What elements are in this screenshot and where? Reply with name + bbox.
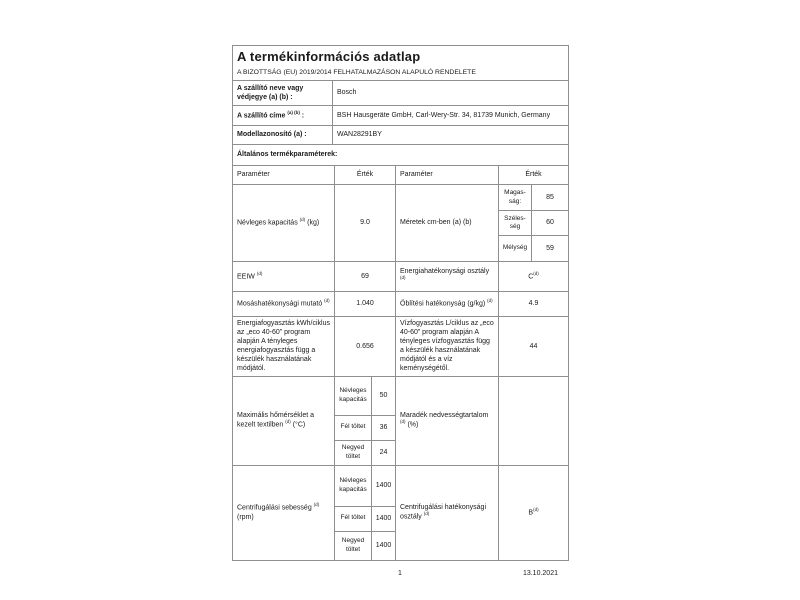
- col-header-param-right: Paraméter: [396, 166, 499, 185]
- title-row: [233, 46, 569, 81]
- supplier-name-label: A szállító neve vagy védjegye (a) (b) :: [233, 81, 333, 106]
- energy-consumption-label: Energiafogyasztás kWh/ciklus az „eco 40-60” program alapján A tényleges energiafogyasztás függ a készülék használatának módjától.: [233, 317, 335, 377]
- model-label: Modellazonosító (a) :: [233, 126, 333, 145]
- eei-footnote: (d): [256, 270, 263, 276]
- max-temperature-label: [233, 376, 335, 465]
- product-datasheet-page: [232, 45, 568, 561]
- model-row: [233, 126, 569, 145]
- eei-value: 69: [335, 262, 396, 292]
- rinsing-value: 4.9: [499, 292, 569, 317]
- spin-class-label: [396, 465, 499, 560]
- capacity-footnote: (d): [299, 217, 306, 223]
- supplier-info-table: [232, 45, 569, 166]
- energy-class-value-text: C: [528, 273, 534, 281]
- spin-speed-unit: (rpm): [237, 513, 254, 521]
- spin-quarter-value: 1400: [372, 531, 396, 560]
- dimension-height-value: 85: [532, 185, 569, 211]
- capacity-label-text: Névleges kapacitás: [237, 219, 298, 227]
- row-washing-rinsing: [233, 292, 569, 317]
- max-temp-rated-label: Névleges kapacitás: [335, 376, 372, 415]
- spin-half-label: Fél töltet: [335, 506, 372, 531]
- spin-rated-value: 1400: [372, 465, 396, 506]
- footer-page-number: 1: [398, 570, 402, 577]
- supplier-address-label-text: A szállító címe: [237, 112, 286, 120]
- spin-class-value: [499, 465, 569, 560]
- moisture-unit: (%): [407, 421, 419, 429]
- spin-speed-label-text: Centrifugálási sebesség: [237, 504, 312, 512]
- water-consumption-value: 44: [499, 317, 569, 377]
- row-spin-speed: [233, 465, 569, 506]
- spin-class-label-text: Centrifugálási hatékonysági osztály: [400, 504, 486, 521]
- regulation-subtitle: A BIZOTTSÁG (EU) 2019/2014 FELHATALMAZÁSON ALAPULÓ RENDELETE: [237, 68, 476, 76]
- moisture-label-text: Maradék nedvességtartalom: [400, 412, 489, 420]
- water-consumption-label: Vízfogyasztás L/ciklus az „eco 40-60” program alapján A tényleges vízfogyasztás függ a készülék használatának módjától és a víz keménységétől.: [396, 317, 499, 377]
- energy-consumption-value: 0.656: [335, 317, 396, 377]
- section-header: Általános termékparaméterek:: [233, 145, 569, 166]
- supplier-address-row: [233, 106, 569, 126]
- model-value: WAN28291BY: [333, 126, 569, 145]
- max-temp-quarter-value: 24: [372, 440, 396, 465]
- eei-label: [233, 262, 335, 292]
- max-temperature-footnote: (d): [285, 419, 291, 425]
- energy-class-footnote: (d): [400, 275, 406, 281]
- rinsing-label: [396, 292, 499, 317]
- capacity-label: [233, 185, 335, 262]
- max-temperature-label-text: Maximális hőmérséklet a kezelt textilben: [237, 412, 315, 429]
- dimension-width-label: Szélesség: [499, 211, 532, 236]
- supplier-address-footnote: (a) (b): [287, 109, 300, 115]
- dimension-height-label: Magasság:: [499, 185, 532, 211]
- col-header-value-left: Érték: [335, 166, 396, 185]
- parameters-table: [232, 165, 569, 561]
- section-header-row: [233, 145, 569, 166]
- moisture-footnote: (d): [400, 419, 406, 425]
- supplier-address-label: [233, 106, 333, 126]
- energy-class-value: [499, 262, 569, 292]
- max-temp-rated-value: 50: [372, 376, 396, 415]
- moisture-value: [499, 376, 569, 465]
- supplier-name-row: [233, 81, 569, 106]
- spin-half-value: 1400: [372, 506, 396, 531]
- supplier-address-colon: :: [301, 112, 305, 120]
- row-eei-energy-class: [233, 262, 569, 292]
- spin-class-value-text: B: [528, 509, 534, 517]
- washing-index-value: 1.040: [335, 292, 396, 317]
- spin-class-footnote: (d): [423, 511, 430, 517]
- footer-date: 13.10.2021: [522, 570, 558, 577]
- max-temp-quarter-label: Negyed töltet: [335, 440, 372, 465]
- col-header-value-right: Érték: [499, 166, 569, 185]
- max-temperature-unit: (°C): [292, 421, 306, 429]
- dimension-depth-value: 59: [532, 236, 569, 262]
- supplier-address-value: BSH Hausgeräte GmbH, Carl-Wery-Str. 34, 81739 Munich, Germany: [333, 106, 569, 126]
- col-header-param-left: Paraméter: [233, 166, 335, 185]
- spin-speed-label: [233, 465, 335, 560]
- page-title: A termékinformációs adatlap: [237, 48, 421, 64]
- dimension-width-value: 60: [532, 211, 569, 236]
- capacity-value: 9.0: [335, 185, 396, 262]
- dimension-depth-label: Mélység: [499, 236, 532, 262]
- spin-speed-footnote: (d): [313, 502, 320, 508]
- spin-rated-label: Névleges kapacitás: [335, 465, 372, 506]
- washing-index-label: [233, 292, 335, 317]
- eei-label-text: EEIW: [237, 273, 255, 281]
- energy-class-value-footnote: (d): [533, 270, 539, 276]
- capacity-unit: (kg): [307, 219, 320, 227]
- dimensions-label: Méretek cm-ben (a) (b): [396, 185, 499, 262]
- supplier-name-value: Bosch: [333, 81, 569, 106]
- washing-index-label-text: Mosáshatékonysági mutató: [237, 300, 323, 308]
- rinsing-label-text: Öblítési hatékonyság (g/kg): [400, 300, 486, 308]
- washing-index-footnote: (d): [324, 298, 330, 304]
- energy-class-label-text: Energiahatékonysági osztály: [400, 268, 490, 276]
- max-temp-half-value: 36: [372, 415, 396, 440]
- row-consumption: [233, 317, 569, 377]
- column-header-row: [233, 166, 569, 185]
- energy-class-label: [396, 262, 499, 292]
- max-temp-half-label: Fél töltet: [335, 415, 372, 440]
- spin-quarter-label: Negyed töltet: [335, 531, 372, 560]
- row-max-temperature: [233, 376, 569, 415]
- rinsing-footnote: (d): [487, 298, 493, 304]
- row-capacity-dimensions: [233, 185, 569, 211]
- spin-class-value-footnote: (d): [533, 506, 539, 512]
- moisture-label: [396, 376, 499, 465]
